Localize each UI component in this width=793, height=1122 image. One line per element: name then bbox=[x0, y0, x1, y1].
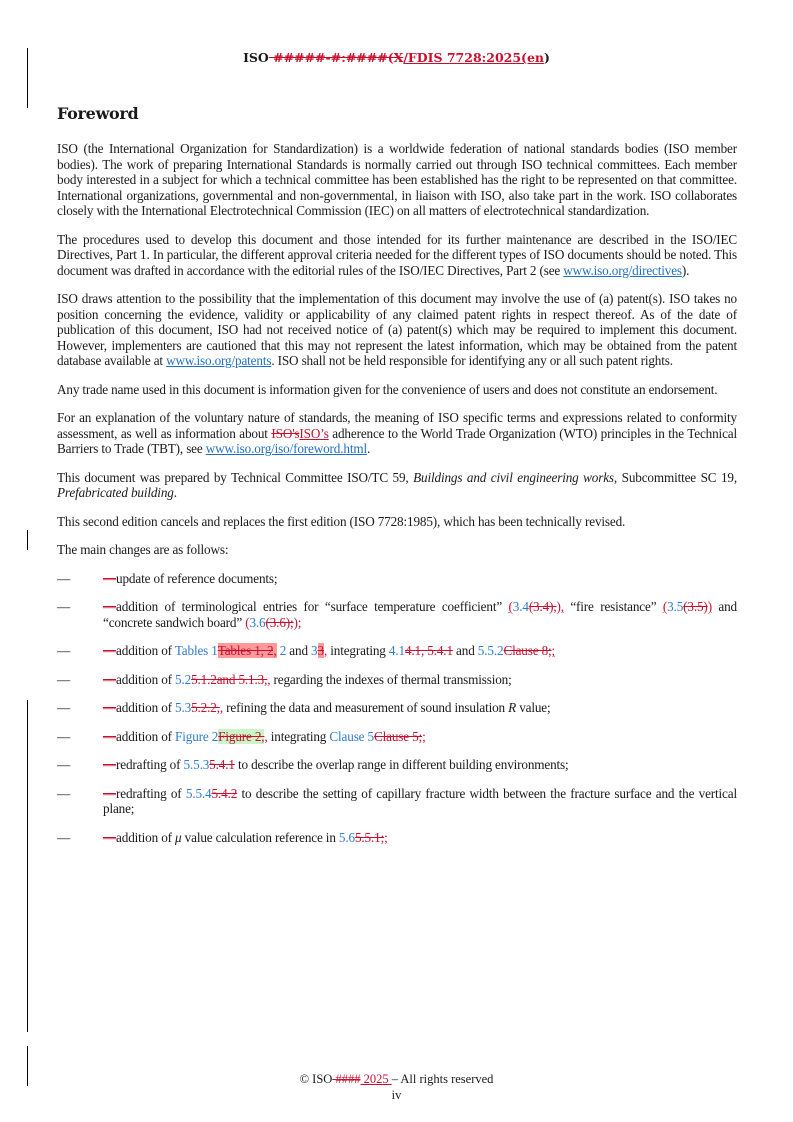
paragraph-text: adherence to the World Trade Organization (WTO) principles in the Technical Barriers to Trade (TBT), see bbox=[57, 425, 737, 456]
subcommittee-title: Prefabricated building bbox=[57, 485, 174, 500]
paragraph-text: ). bbox=[681, 262, 690, 278]
deleted-text: 5.2.2, bbox=[191, 700, 220, 715]
deleted-dash: — bbox=[103, 671, 117, 687]
list-item bbox=[57, 599, 737, 630]
deleted-text: 5.5.1; bbox=[354, 829, 385, 845]
inserted-text: , bbox=[264, 728, 268, 744]
change-bar bbox=[27, 700, 28, 1000]
list-item-text: addition of bbox=[116, 829, 176, 845]
deleted-text: (3.6); bbox=[265, 614, 294, 630]
list-item bbox=[57, 571, 737, 587]
list-item-text: addition of bbox=[116, 728, 176, 744]
list-dash: — bbox=[57, 785, 71, 801]
list-item bbox=[57, 643, 737, 659]
list-item-text: to describe the setting of capillary fracture width between the fracture surface and the vertical plane; bbox=[103, 785, 737, 816]
list-item bbox=[57, 700, 737, 716]
deleted-dash: — bbox=[103, 785, 117, 801]
paragraph-procedures bbox=[57, 232, 737, 279]
copyright-text: © ISO bbox=[299, 1072, 333, 1086]
variable-symbol: R bbox=[508, 700, 517, 715]
inserted-text: , bbox=[219, 700, 224, 715]
list-item-text: and “concrete sandwich board” bbox=[103, 599, 737, 630]
list-dash: — bbox=[57, 643, 71, 658]
inserted-text: , bbox=[323, 643, 328, 658]
clause-reference-link[interactable]: 5.5.4 bbox=[185, 785, 212, 801]
inserted-text: ) bbox=[707, 599, 712, 614]
header-inserted-text: /FDIS 7728:2025(en bbox=[403, 50, 544, 65]
list-item-text: refining the data and measurement of sound insulation bbox=[223, 700, 509, 715]
inserted-text: , bbox=[267, 671, 271, 687]
change-bar bbox=[27, 1000, 28, 1032]
clause-reference-link[interactable]: 5.2 bbox=[175, 671, 192, 687]
copyright-line bbox=[0, 1071, 793, 1087]
inserted-text: ; bbox=[551, 643, 556, 658]
deleted-text: Figure 2, bbox=[218, 728, 265, 744]
list-item-text: and bbox=[452, 643, 478, 658]
paragraph-text: Subcommittee SC 19, bbox=[617, 469, 737, 485]
paragraph-trade-name: Any trade name used in this document is information given for the convenience of users and does not constitute an endorsement. bbox=[57, 381, 718, 397]
list-dash: — bbox=[57, 599, 71, 614]
paragraph-patents bbox=[57, 291, 737, 369]
document-header bbox=[0, 50, 793, 65]
deleted-text: 3 bbox=[317, 643, 324, 658]
page-number: iv bbox=[391, 1088, 402, 1102]
list-dash: — bbox=[57, 757, 71, 772]
inserted-text: ( bbox=[245, 614, 250, 630]
paragraph-text: . bbox=[366, 441, 371, 456]
inserted-text: ); bbox=[293, 614, 302, 630]
deleted-dash: — bbox=[103, 643, 117, 658]
list-item bbox=[57, 786, 737, 817]
inserted-text: , bbox=[273, 643, 277, 658]
deleted-dash: — bbox=[103, 700, 117, 715]
change-bar bbox=[27, 530, 28, 550]
list-dash: — bbox=[57, 829, 71, 845]
paragraph-iso-intro: ISO (the International Organization for Standardization) is a worldwide federation of national standards bodies (ISO member bodies). The work of preparing International Standards is normally carried out through ISO technical committees. Each member body interested in a subject for which a technical committee has been established has the right to be represented on that committee. International organizations, governmental and non-governmental, in liaison with ISO, also take part in the work. ISO collaborates closely with the International Electrotechnical Commission (IEC) on all matters of electrotechnical standardization. bbox=[57, 141, 737, 218]
paragraph-changes-intro: The main changes are as follows: bbox=[57, 542, 229, 557]
document-footer bbox=[0, 1071, 793, 1103]
list-item-text: redrafting of bbox=[116, 757, 184, 772]
patents-link[interactable]: www.iso.org/patents bbox=[166, 353, 272, 368]
list-item-text: addition of bbox=[116, 700, 176, 715]
list-item-text: to describe the overlap range in different building environments; bbox=[234, 757, 569, 772]
list-item bbox=[57, 672, 737, 688]
deleted-text: Clause 8; bbox=[503, 643, 552, 658]
inserted-text: ( bbox=[508, 599, 513, 614]
list-item-text: regarding the indexes of thermal transmission; bbox=[270, 671, 512, 687]
paragraph-text: The procedures used to develop this document and those intended for its further maintenance are described in the ISO/IEC Directives, Part 1. In particular, the different approval criteria needed for the different types of ISO documents should be noted. This document was drafted in accordance with the editorial rules of the ISO/IEC Directives, Part 2 (see bbox=[57, 231, 737, 278]
list-dash: — bbox=[57, 728, 71, 744]
clause-reference-link[interactable]: 4.1 bbox=[388, 643, 405, 658]
variable-symbol: μ bbox=[175, 829, 182, 845]
list-item-text: addition of bbox=[116, 671, 176, 687]
table-reference-link[interactable]: Tables 1 bbox=[174, 643, 218, 658]
figure-reference-link[interactable]: Figure 2 bbox=[175, 728, 219, 744]
paragraph-edition: This second edition cancels and replaces the first edition (ISO 7728:1985), which has been technically revised. bbox=[57, 513, 626, 529]
list-item-text: value calculation reference in bbox=[181, 829, 339, 845]
list-item bbox=[57, 830, 737, 846]
inserted-text: ), bbox=[556, 599, 564, 614]
clause-reference-link[interactable]: 5.3 bbox=[175, 700, 192, 715]
deleted-text: #### bbox=[332, 1072, 361, 1086]
deleted-dash: — bbox=[103, 829, 117, 845]
section-heading: Foreword bbox=[57, 104, 139, 123]
header-suffix: ) bbox=[544, 50, 550, 65]
inserted-text: 2025 bbox=[360, 1072, 392, 1086]
deleted-text: ISO's bbox=[271, 425, 300, 441]
list-item-text: integrating bbox=[267, 728, 330, 744]
inserted-text: ; bbox=[384, 829, 388, 845]
clause-reference-link[interactable]: 5.6 bbox=[338, 829, 355, 845]
paragraph-text: ISO draws attention to the possibility that the implementation of this document may involve the use of (a) patent(s). ISO takes no position concerning the evidence, validity or applicability of any claimed patent rights in respect thereof. As of the date of publication of this document, ISO had not received notice of (a) patent(s) which may be required to implement this document. However, implementers are cautioned that this may not represent the latest information, which may be obtained from the patent database available at bbox=[57, 291, 737, 368]
list-item bbox=[57, 757, 737, 773]
list-item-text: addition of terminological entries for “surface temperature coefficient” bbox=[116, 599, 509, 614]
list-item-text: redrafting of bbox=[116, 785, 186, 801]
deleted-dash: — bbox=[103, 728, 117, 744]
paragraph-text: . ISO shall not be held responsible for identifying any or all such patent rights. bbox=[271, 353, 673, 368]
deleted-text: 4.1, 5.4.1 bbox=[404, 643, 453, 658]
paragraph-voluntary-nature bbox=[57, 410, 737, 457]
deleted-dash: — bbox=[103, 757, 117, 772]
inserted-text: ( bbox=[662, 599, 668, 614]
list-item-text: “fire resistance” bbox=[563, 599, 663, 614]
clause-reference-link[interactable]: Clause 5 bbox=[329, 728, 374, 744]
deleted-dash: — bbox=[103, 599, 117, 614]
inserted-text: ISO’s bbox=[299, 425, 329, 441]
clause-reference-link[interactable]: 3.5 bbox=[667, 599, 684, 614]
clause-reference-link[interactable]: 3.6 bbox=[249, 614, 266, 630]
list-item-text: integrating bbox=[327, 643, 389, 658]
header-deleted-text: #####-#:####(X bbox=[268, 50, 404, 65]
paragraph-text: This document was prepared by Technical Committee ISO/TC 59, bbox=[57, 469, 414, 485]
clause-reference-link[interactable]: 5.5.2 bbox=[477, 643, 504, 658]
list-item bbox=[57, 729, 737, 745]
directives-link[interactable]: www.iso.org/directives bbox=[563, 262, 682, 278]
foreword-link[interactable]: www.iso.org/iso/foreword.html bbox=[205, 441, 367, 456]
list-dash: — bbox=[57, 671, 71, 687]
deleted-text: (3.5) bbox=[683, 599, 708, 614]
paragraph-text: . bbox=[173, 485, 177, 500]
copyright-text: – All rights reserved bbox=[391, 1072, 494, 1086]
deleted-dash: — bbox=[103, 570, 117, 586]
list-dash: — bbox=[57, 570, 71, 586]
committee-title: Buildings and civil engineering works, bbox=[413, 469, 618, 485]
table-reference-link[interactable]: 3 bbox=[311, 643, 318, 658]
inserted-text: ; bbox=[422, 728, 426, 744]
deleted-text: 5.1.2and 5.1.3, bbox=[191, 671, 268, 687]
list-dash: — bbox=[57, 700, 71, 715]
list-item-text: value; bbox=[516, 700, 551, 715]
deleted-text: 5.4.1 bbox=[209, 757, 235, 772]
paragraph-text: For an explanation of the voluntary nature of standards, the meaning of ISO specific terms and expressions related to conformity assessment, as well as information about bbox=[57, 410, 737, 441]
list-item-text: update of reference documents; bbox=[116, 570, 278, 586]
clause-reference-link[interactable]: 3.4 bbox=[512, 599, 529, 614]
document-body bbox=[57, 104, 737, 858]
deleted-text: Tables 1, 2 bbox=[217, 643, 274, 658]
deleted-text: 5.4.2 bbox=[211, 785, 238, 801]
header-prefix: ISO bbox=[243, 50, 269, 65]
list-item-text: addition of bbox=[116, 643, 175, 658]
paragraph-committee bbox=[57, 470, 737, 501]
list-item-text: and bbox=[286, 643, 312, 658]
table-reference-link[interactable]: 2 bbox=[276, 643, 287, 658]
deleted-text: (3.4), bbox=[528, 599, 557, 614]
clause-reference-link[interactable]: 5.5.3 bbox=[183, 757, 210, 772]
deleted-text: Clause 5; bbox=[373, 728, 423, 744]
